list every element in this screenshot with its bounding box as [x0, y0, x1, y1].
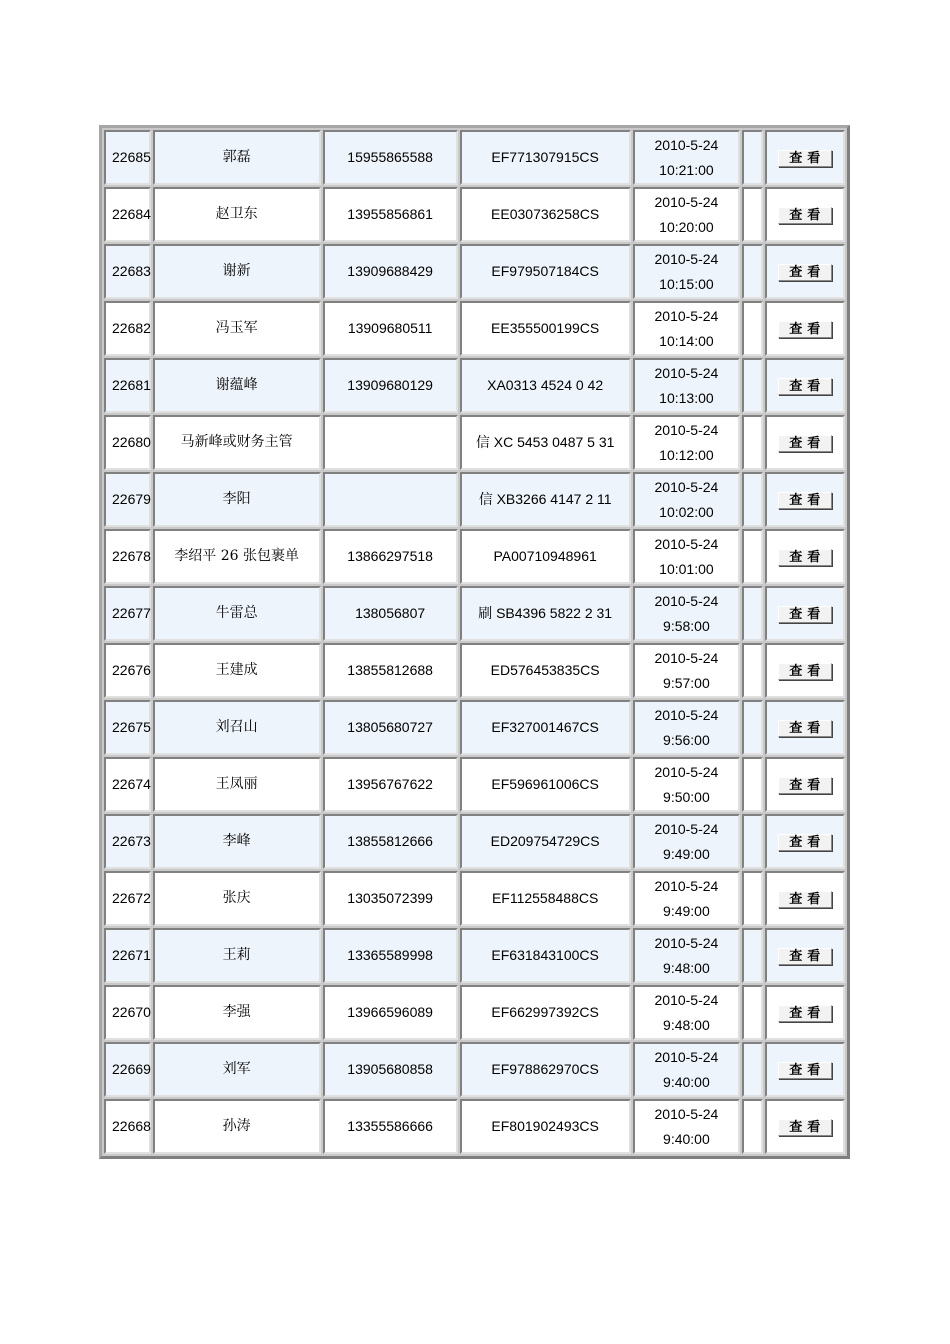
table-row: [104, 472, 845, 527]
tracking-number: EE355500199CS: [460, 301, 631, 356]
date-text: 2010-5-24: [654, 421, 719, 438]
record-id: 22679: [104, 472, 151, 527]
empty-cell: [742, 358, 762, 413]
action-cell: [765, 643, 845, 698]
action-cell: [765, 472, 845, 527]
datetime-cell: [633, 529, 741, 584]
record-id: 22683: [104, 244, 151, 299]
datetime-cell: [633, 757, 741, 812]
date-text: 2010-5-24: [654, 877, 719, 894]
phone-number: 13956767622: [323, 757, 458, 812]
empty-cell: [742, 244, 762, 299]
time-text: 9:48:00: [663, 1016, 710, 1033]
time-text: 9:49:00: [663, 902, 710, 919]
record-id: 22682: [104, 301, 151, 356]
recipient-name: 冯玉军: [153, 301, 321, 356]
time-text: 10:21:00: [659, 161, 714, 178]
view-button[interactable]: 查看: [778, 1005, 832, 1022]
view-button[interactable]: 查看: [778, 834, 832, 851]
view-button[interactable]: 查看: [778, 207, 832, 224]
datetime-cell: [633, 358, 741, 413]
date-text: 2010-5-24: [654, 136, 719, 153]
datetime-cell: [633, 700, 741, 755]
record-id: 22677: [104, 586, 151, 641]
record-id: 22672: [104, 871, 151, 926]
datetime-cell: [633, 643, 741, 698]
phone-number: 13365589998: [323, 928, 458, 983]
tracking-number: EF596961006CS: [460, 757, 631, 812]
recipient-name: 谢新: [153, 244, 321, 299]
time-text: 9:58:00: [663, 617, 710, 634]
table-row: [104, 1042, 845, 1097]
view-button[interactable]: 查看: [778, 150, 832, 167]
time-text: 9:40:00: [663, 1073, 710, 1090]
recipient-name: 牛雷总: [153, 586, 321, 641]
empty-cell: [742, 985, 762, 1040]
record-id: 22684: [104, 187, 151, 242]
action-cell: [765, 928, 845, 983]
tracking-number: EF662997392CS: [460, 985, 631, 1040]
action-cell: [765, 130, 845, 185]
empty-cell: [742, 301, 762, 356]
date-text: 2010-5-24: [654, 478, 719, 495]
time-text: 10:14:00: [659, 332, 714, 349]
date-text: 2010-5-24: [654, 535, 719, 552]
tracking-number: PA00710948961: [460, 529, 631, 584]
tracking-number: EF979507184CS: [460, 244, 631, 299]
recipient-name: 李阳: [153, 472, 321, 527]
time-text: 10:13:00: [659, 389, 714, 406]
empty-cell: [742, 928, 762, 983]
datetime-cell: [633, 415, 741, 470]
datetime-cell: [633, 130, 741, 185]
record-id: 22680: [104, 415, 151, 470]
view-button[interactable]: 查看: [778, 720, 832, 737]
phone-number: 15955865588: [323, 130, 458, 185]
datetime-cell: [633, 301, 741, 356]
view-button[interactable]: 查看: [778, 378, 832, 395]
date-text: 2010-5-24: [654, 1105, 719, 1122]
recipient-name: 李峰: [153, 814, 321, 869]
record-id: 22676: [104, 643, 151, 698]
tracking-number: EF327001467CS: [460, 700, 631, 755]
tracking-number: 刷 SB4396 5822 2 31: [460, 586, 631, 641]
table-row: [104, 586, 845, 641]
view-button[interactable]: 查看: [778, 948, 832, 965]
action-cell: [765, 1042, 845, 1097]
table-row: [104, 244, 845, 299]
phone-number: 13909688429: [323, 244, 458, 299]
empty-cell: [742, 529, 762, 584]
action-cell: [765, 871, 845, 926]
record-id: 22673: [104, 814, 151, 869]
action-cell: [765, 244, 845, 299]
empty-cell: [742, 757, 762, 812]
action-cell: [765, 415, 845, 470]
phone-number: [323, 472, 458, 527]
date-text: 2010-5-24: [654, 1048, 719, 1065]
tracking-number: 信 XB3266 4147 2 11: [460, 472, 631, 527]
datetime-cell: [633, 1042, 741, 1097]
phone-number: [323, 415, 458, 470]
tracking-number: XA0313 4524 0 42: [460, 358, 631, 413]
date-text: 2010-5-24: [654, 592, 719, 609]
datetime-cell: [633, 586, 741, 641]
date-text: 2010-5-24: [654, 934, 719, 951]
action-cell: [765, 358, 845, 413]
datetime-cell: [633, 814, 741, 869]
view-button[interactable]: 查看: [778, 606, 832, 623]
empty-cell: [742, 814, 762, 869]
view-button[interactable]: 查看: [778, 264, 832, 281]
records-table: [99, 125, 850, 1159]
date-text: 2010-5-24: [654, 991, 719, 1008]
phone-number: 13035072399: [323, 871, 458, 926]
action-cell: [765, 814, 845, 869]
action-cell: [765, 529, 845, 584]
phone-number: 13805680727: [323, 700, 458, 755]
view-button[interactable]: 查看: [778, 777, 832, 794]
view-button[interactable]: 查看: [778, 1119, 832, 1136]
date-text: 2010-5-24: [654, 763, 719, 780]
empty-cell: [742, 586, 762, 641]
record-id: 22681: [104, 358, 151, 413]
tracking-number: EF771307915CS: [460, 130, 631, 185]
empty-cell: [742, 1042, 762, 1097]
empty-cell: [742, 130, 762, 185]
recipient-name: 王莉: [153, 928, 321, 983]
record-id: 22670: [104, 985, 151, 1040]
time-text: 9:49:00: [663, 845, 710, 862]
recipient-name: 张庆: [153, 871, 321, 926]
date-text: 2010-5-24: [654, 193, 719, 210]
time-text: 10:02:00: [659, 503, 714, 520]
table-row: [104, 928, 845, 983]
phone-number: 13909680129: [323, 358, 458, 413]
view-button[interactable]: 查看: [778, 663, 832, 680]
table-row: [104, 700, 845, 755]
phone-number: 13905680858: [323, 1042, 458, 1097]
recipient-name: 赵卫东: [153, 187, 321, 242]
recipient-name: 郭磊: [153, 130, 321, 185]
datetime-cell: [633, 985, 741, 1040]
table-row: [104, 871, 845, 926]
empty-cell: [742, 1099, 762, 1154]
time-text: 9:57:00: [663, 674, 710, 691]
time-text: 9:56:00: [663, 731, 710, 748]
table-row: [104, 529, 845, 584]
recipient-name: 谢蕴峰: [153, 358, 321, 413]
view-button[interactable]: 查看: [778, 435, 832, 452]
recipient-name: 刘军: [153, 1042, 321, 1097]
records-table-body: [104, 130, 845, 1154]
recipient-name: 王建成: [153, 643, 321, 698]
datetime-cell: [633, 928, 741, 983]
phone-number: 13355586666: [323, 1099, 458, 1154]
view-button[interactable]: 查看: [778, 321, 832, 338]
empty-cell: [742, 187, 762, 242]
table-row: [104, 1099, 845, 1154]
record-id: 22675: [104, 700, 151, 755]
recipient-name: 李强: [153, 985, 321, 1040]
empty-cell: [742, 871, 762, 926]
table-row: [104, 814, 845, 869]
table-row: [104, 415, 845, 470]
empty-cell: [742, 415, 762, 470]
empty-cell: [742, 700, 762, 755]
time-text: 9:48:00: [663, 959, 710, 976]
datetime-cell: [633, 472, 741, 527]
view-button[interactable]: 查看: [778, 891, 832, 908]
tracking-number: ED209754729CS: [460, 814, 631, 869]
time-text: 10:15:00: [659, 275, 714, 292]
datetime-cell: [633, 1099, 741, 1154]
time-text: 10:20:00: [659, 218, 714, 235]
tracking-number: EF978862970CS: [460, 1042, 631, 1097]
phone-number: 13955856861: [323, 187, 458, 242]
phone-number: 13866297518: [323, 529, 458, 584]
view-button[interactable]: 查看: [778, 549, 832, 566]
record-id: 22668: [104, 1099, 151, 1154]
tracking-number: ED576453835CS: [460, 643, 631, 698]
tracking-number: EE030736258CS: [460, 187, 631, 242]
recipient-name: 李绍平 26 张包裹单: [153, 529, 321, 584]
view-button[interactable]: 查看: [778, 1062, 832, 1079]
table-row: [104, 643, 845, 698]
date-text: 2010-5-24: [654, 706, 719, 723]
recipient-name: 王凤丽: [153, 757, 321, 812]
record-id: 22678: [104, 529, 151, 584]
phone-number: 138056807: [323, 586, 458, 641]
table-row: [104, 985, 845, 1040]
date-text: 2010-5-24: [654, 364, 719, 381]
phone-number: 13855812666: [323, 814, 458, 869]
date-text: 2010-5-24: [654, 250, 719, 267]
table-row: [104, 187, 845, 242]
action-cell: [765, 757, 845, 812]
table-row: [104, 130, 845, 185]
record-id: 22685: [104, 130, 151, 185]
date-text: 2010-5-24: [654, 820, 719, 837]
datetime-cell: [633, 871, 741, 926]
empty-cell: [742, 472, 762, 527]
table-row: [104, 358, 845, 413]
recipient-name: 孙涛: [153, 1099, 321, 1154]
phone-number: 13909680511: [323, 301, 458, 356]
phone-number: 13966596089: [323, 985, 458, 1040]
tracking-number: EF112558488CS: [460, 871, 631, 926]
time-text: 10:12:00: [659, 446, 714, 463]
record-id: 22674: [104, 757, 151, 812]
recipient-name: 刘召山: [153, 700, 321, 755]
action-cell: [765, 985, 845, 1040]
tracking-number: EF801902493CS: [460, 1099, 631, 1154]
action-cell: [765, 301, 845, 356]
datetime-cell: [633, 244, 741, 299]
table-row: [104, 757, 845, 812]
view-button[interactable]: 查看: [778, 492, 832, 509]
tracking-number: 信 XC 5453 0487 5 31: [460, 415, 631, 470]
time-text: 10:01:00: [659, 560, 714, 577]
tracking-number: EF631843100CS: [460, 928, 631, 983]
datetime-cell: [633, 187, 741, 242]
record-id: 22671: [104, 928, 151, 983]
action-cell: [765, 187, 845, 242]
time-text: 9:50:00: [663, 788, 710, 805]
time-text: 9:40:00: [663, 1130, 710, 1147]
date-text: 2010-5-24: [654, 649, 719, 666]
phone-number: 13855812688: [323, 643, 458, 698]
date-text: 2010-5-24: [654, 307, 719, 324]
record-id: 22669: [104, 1042, 151, 1097]
action-cell: [765, 1099, 845, 1154]
empty-cell: [742, 643, 762, 698]
recipient-name: 马新峰或财务主管: [153, 415, 321, 470]
table-row: [104, 301, 845, 356]
action-cell: [765, 700, 845, 755]
action-cell: [765, 586, 845, 641]
